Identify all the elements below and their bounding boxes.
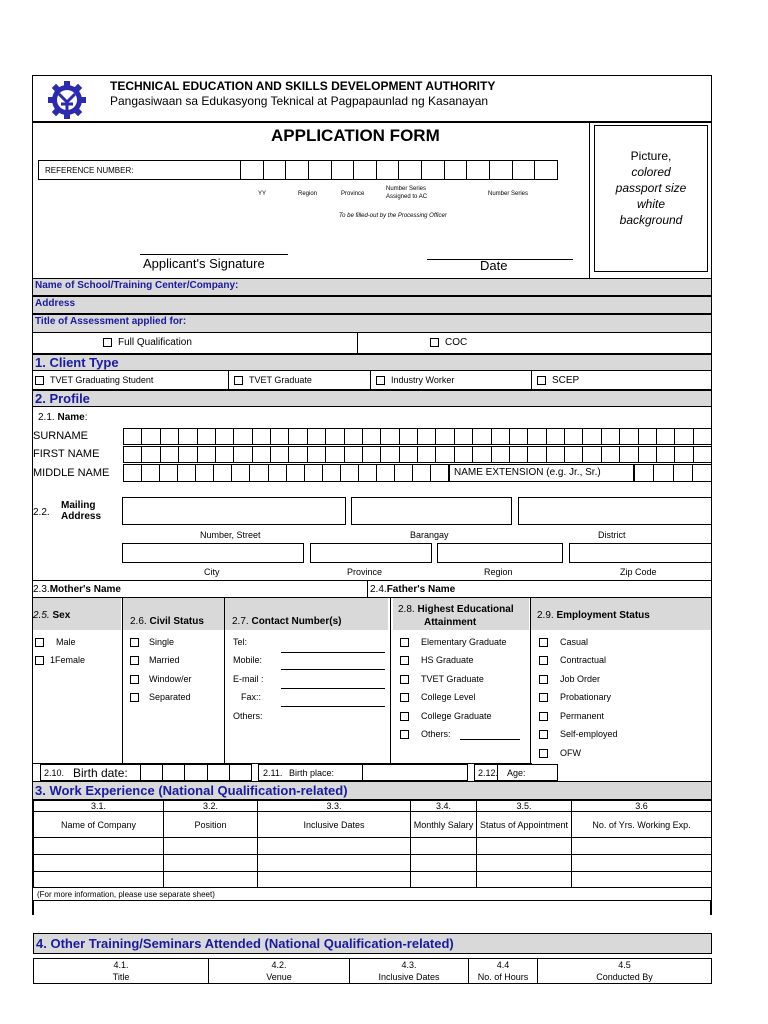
work-col-header: Monthly Salary — [411, 812, 477, 838]
city-label: City — [204, 567, 220, 577]
checkbox[interactable] — [35, 638, 44, 647]
surname-input-cells[interactable] — [123, 428, 712, 445]
age-field[interactable] — [474, 764, 558, 781]
name-extension-cells[interactable] — [634, 464, 712, 482]
civil-option-widower[interactable] — [130, 674, 192, 684]
checkbox[interactable] — [539, 638, 548, 647]
num: 2.7. — [232, 616, 249, 627]
num: 2.8. — [398, 604, 415, 615]
birth-date-cells[interactable] — [140, 764, 252, 781]
training-title: 4. Other Training/Seminars Attended (National Qualification-related) — [36, 936, 454, 951]
full-qualification-label: Full Qualification — [118, 337, 192, 348]
employment-header — [537, 610, 650, 621]
training-col-num: 4.3. — [350, 959, 469, 971]
name-extension-field[interactable] — [449, 464, 634, 482]
reference-number-cells[interactable] — [240, 160, 558, 180]
birth-place-num: 2.11. — [263, 768, 283, 778]
full-qualification-checkbox[interactable] — [103, 338, 112, 347]
checkbox[interactable] — [539, 693, 548, 702]
option-label: TVET Graduate — [249, 375, 312, 385]
training-col-num: 4.2. — [209, 959, 350, 971]
name-label: 2.1. Name: — [38, 412, 88, 423]
training-col-header: Venue — [209, 971, 350, 984]
educ-option-college-graduate[interactable] — [400, 711, 492, 721]
text: Father's Name — [386, 584, 456, 595]
text: Civil Status — [149, 616, 204, 627]
form-title: APPLICATION FORM — [271, 126, 440, 145]
contact-mobile-label: Mobile: — [233, 655, 263, 665]
mother-name-label — [33, 584, 121, 595]
agency-name-filipino: Pangasiwaan sa Edukasyong Teknical at Pagpapaunlad ng Kasanayan — [110, 94, 489, 108]
contact-tel-input[interactable] — [281, 652, 385, 653]
checkbox[interactable] — [35, 376, 44, 385]
educ-option-college-level[interactable] — [400, 692, 476, 702]
checkbox[interactable] — [130, 693, 139, 702]
ref-yy-label: YY — [258, 191, 267, 197]
work-col-header: Position — [164, 812, 258, 838]
contact-fax-input[interactable] — [281, 706, 385, 707]
region-label: Region — [484, 567, 513, 577]
checkbox[interactable] — [400, 638, 409, 647]
training-col-header: Conducted By — [538, 971, 712, 984]
option-label: Single — [149, 637, 175, 647]
training-col-header: Inclusive Dates — [350, 971, 469, 984]
work-experience-table — [33, 800, 712, 888]
text: Mother's Name — [49, 584, 121, 595]
checkbox[interactable] — [539, 730, 548, 739]
option-label: Contractual — [560, 655, 607, 665]
work-col-header: No. of Yrs. Working Exp. — [572, 812, 712, 838]
education-header — [398, 604, 514, 615]
province-label: Province — [347, 567, 383, 577]
option-label: Job Order — [560, 674, 601, 684]
work-col-num: 3.5. — [477, 801, 572, 812]
emp-option-casual[interactable] — [539, 637, 588, 647]
option-label: College Level — [421, 692, 476, 702]
emp-option-self-employed[interactable] — [539, 729, 618, 739]
work-col-num: 3.2. — [164, 801, 258, 812]
emp-option-ofw[interactable] — [539, 748, 581, 758]
assessment-label: Title of Assessment applied for: — [35, 316, 187, 327]
option-label: OFW — [560, 748, 581, 758]
sex-option-female[interactable]: 1Female — [35, 655, 85, 665]
ref-note: To be filled-out by the Processing Officer — [339, 213, 447, 219]
num: 2.1. — [38, 412, 55, 423]
checkbox[interactable] — [130, 638, 139, 647]
age-label: Age: — [507, 768, 526, 778]
first-name-label: FIRST NAME — [33, 448, 100, 460]
civil-status-header — [130, 616, 204, 627]
option-label: TVET Graduating Student — [50, 375, 154, 385]
num: 2.9. — [537, 610, 554, 621]
zip-code-label: Zip Code — [620, 567, 657, 577]
father-name-label — [370, 584, 455, 595]
picture-text-3: passport size — [615, 181, 687, 195]
num: 2.3. — [33, 584, 50, 595]
number-street-input[interactable] — [122, 497, 346, 525]
checkbox[interactable] — [130, 675, 139, 684]
work-col-num: 3.4. — [411, 801, 477, 812]
checkbox[interactable] — [35, 656, 44, 665]
client-type-option-scep[interactable] — [537, 375, 579, 386]
contact-mobile-input[interactable] — [281, 669, 385, 670]
address-label: Address — [35, 298, 76, 309]
option-label: Elementary Graduate — [421, 637, 507, 647]
signature-line[interactable] — [140, 254, 288, 255]
agency-name: TECHNICAL EDUCATION AND SKILLS DEVELOPMENT AUTHORITY — [110, 79, 496, 93]
date-label: Date — [480, 258, 508, 273]
option-label: Industry Worker — [391, 375, 455, 385]
client-type-option-tvet-graduating[interactable] — [35, 375, 153, 386]
contact-fax-label: Fax:: — [241, 692, 262, 702]
work-col-header: Inclusive Dates — [258, 812, 411, 838]
mailing-num: 2.2. — [33, 507, 50, 518]
birth-date-label: Birth date: — [73, 766, 128, 780]
option-label: Female — [55, 655, 86, 665]
work-col-num: 3.3. — [258, 801, 411, 812]
ref-series-label: Number Series — [488, 191, 529, 197]
picture-box[interactable] — [594, 125, 708, 272]
sex-option-male[interactable] — [35, 637, 76, 647]
option-label: Married — [149, 655, 180, 665]
educ-others-input[interactable] — [460, 739, 520, 740]
contact-header — [232, 616, 341, 627]
option-label: TVET Graduate — [421, 674, 484, 684]
checkbox[interactable] — [539, 675, 548, 684]
option-label: Window/er — [149, 674, 192, 684]
contact-others-label: Others: — [233, 711, 263, 721]
checkbox[interactable] — [400, 730, 409, 739]
work-col-header: Name of Company — [34, 812, 164, 838]
checkbox[interactable] — [400, 712, 409, 721]
age-num: 2.12. — [478, 768, 499, 778]
province-input[interactable] — [310, 543, 432, 563]
civil-option-single[interactable] — [130, 637, 174, 647]
training-col-header: Title — [34, 971, 209, 984]
checkbox[interactable] — [539, 656, 548, 665]
num: 2.6. — [130, 616, 147, 627]
training-table — [33, 958, 712, 984]
option-label: Probationary — [560, 692, 612, 702]
num: 2.4. — [370, 584, 387, 595]
coc-checkbox[interactable] — [430, 338, 439, 347]
option-label: College Graduate — [421, 711, 492, 721]
work-col-header: Status of Appointment — [477, 812, 572, 838]
checkbox[interactable] — [376, 376, 385, 385]
contact-tel-label: Tel: — [233, 637, 248, 647]
training-col-num: 4.1. — [34, 959, 209, 971]
option-label: Separated — [149, 692, 191, 702]
educ-option-tvet[interactable] — [400, 674, 484, 684]
civil-option-married[interactable] — [130, 655, 180, 665]
emp-option-job-order[interactable] — [539, 674, 600, 684]
client-type-title: 1. Client Type — [35, 355, 119, 370]
table-row[interactable] — [34, 838, 712, 855]
training-col-num: 4.4 — [469, 959, 538, 971]
table-row[interactable] — [34, 872, 712, 888]
checkbox[interactable] — [539, 712, 548, 721]
client-type-option-industry-worker[interactable] — [376, 375, 454, 386]
picture-text-4: white — [636, 197, 665, 211]
number-street-label: Number, Street — [200, 530, 261, 540]
school-label: Name of School/Training Center/Company: — [35, 280, 239, 291]
option-label: HS Graduate — [421, 655, 474, 665]
client-type-option-tvet-graduate[interactable] — [234, 375, 312, 386]
surname-label: SURNAME — [33, 430, 89, 442]
educ-option-hs[interactable] — [400, 655, 474, 665]
district-label: District — [598, 530, 626, 540]
middle-name-label: MIDDLE NAME — [33, 467, 110, 479]
option-label: Casual — [560, 637, 589, 647]
middle-name-input-cells[interactable] — [123, 464, 449, 482]
city-input[interactable] — [122, 543, 304, 563]
checkbox[interactable] — [400, 675, 409, 684]
work-col-num: 3.6 — [572, 801, 712, 812]
option-label: Permanent — [560, 711, 605, 721]
ref-ac-series-label: Number Series Assigned to AC — [386, 186, 428, 200]
contact-email-label: E-mail : — [233, 674, 264, 684]
picture-text-1: Picture, — [630, 149, 672, 163]
work-experience-title: 3. Work Experience (National Qualification-related) — [35, 783, 348, 798]
education-header-2: Attainment — [424, 617, 477, 628]
emp-option-contractual[interactable] — [539, 655, 606, 665]
contact-email-input[interactable] — [281, 688, 385, 689]
checkbox[interactable] — [539, 749, 548, 758]
coc-label: COC — [445, 337, 468, 348]
barangay-label: Barangay — [410, 530, 449, 540]
educ-option-others[interactable] — [400, 729, 451, 739]
educ-option-elementary[interactable] — [400, 637, 507, 647]
full-qualification-option[interactable] — [103, 337, 192, 348]
zip-code-input[interactable] — [569, 543, 712, 563]
option-label: Self-employed — [560, 729, 618, 739]
option-label: Male — [56, 637, 76, 647]
ref-region-label: Region — [298, 191, 318, 197]
mailing-label-1: Mailing — [61, 500, 96, 511]
checkbox[interactable] — [400, 693, 409, 702]
barangay-input[interactable] — [351, 497, 512, 525]
birth-place-field[interactable] — [258, 764, 468, 781]
region-input[interactable] — [437, 543, 563, 563]
text: Name — [57, 412, 85, 423]
text: Contact Number(s) — [251, 616, 342, 627]
work-experience-note: (For more information, please use separate sheet) — [37, 890, 215, 899]
num: 2.5. — [33, 610, 50, 621]
sex-header — [33, 610, 70, 621]
birth-place-label: Birth place: — [289, 768, 335, 778]
profile-title: 2. Profile — [35, 391, 90, 406]
checkbox[interactable] — [234, 376, 243, 385]
table-row[interactable] — [34, 855, 712, 872]
training-col-header: No. of Hours — [469, 971, 538, 984]
training-col-num: 4.5 — [538, 959, 712, 971]
first-name-input-cells[interactable] — [123, 446, 712, 463]
reference-number-label: REFERENCE NUMBER: — [45, 166, 134, 175]
text: Employment Status — [556, 610, 650, 621]
signature-label: Applicant's Signature — [143, 256, 265, 271]
checkbox[interactable] — [537, 376, 546, 385]
coc-option[interactable] — [430, 337, 467, 348]
district-input[interactable] — [518, 497, 712, 525]
text: Sex — [52, 610, 71, 621]
option-label: Others: — [421, 729, 451, 739]
picture-text-2: colored — [631, 165, 671, 179]
name-extension-label: NAME EXTENSION (e.g. Jr., Sr.) — [454, 467, 601, 478]
emp-option-probationary[interactable] — [539, 692, 611, 702]
text: Highest Educational — [417, 604, 514, 615]
mailing-label-2: Address — [61, 511, 102, 522]
emp-option-permanent[interactable] — [539, 711, 604, 721]
civil-option-separated[interactable] — [130, 692, 191, 702]
checkbox[interactable] — [130, 656, 139, 665]
work-col-num: 3.1. — [34, 801, 164, 812]
birth-date-num: 2.10. — [44, 768, 65, 778]
ref-province-label: Province — [341, 191, 365, 197]
checkbox[interactable] — [400, 656, 409, 665]
picture-text-5: background — [619, 213, 683, 227]
option-label: SCEP — [552, 375, 580, 386]
